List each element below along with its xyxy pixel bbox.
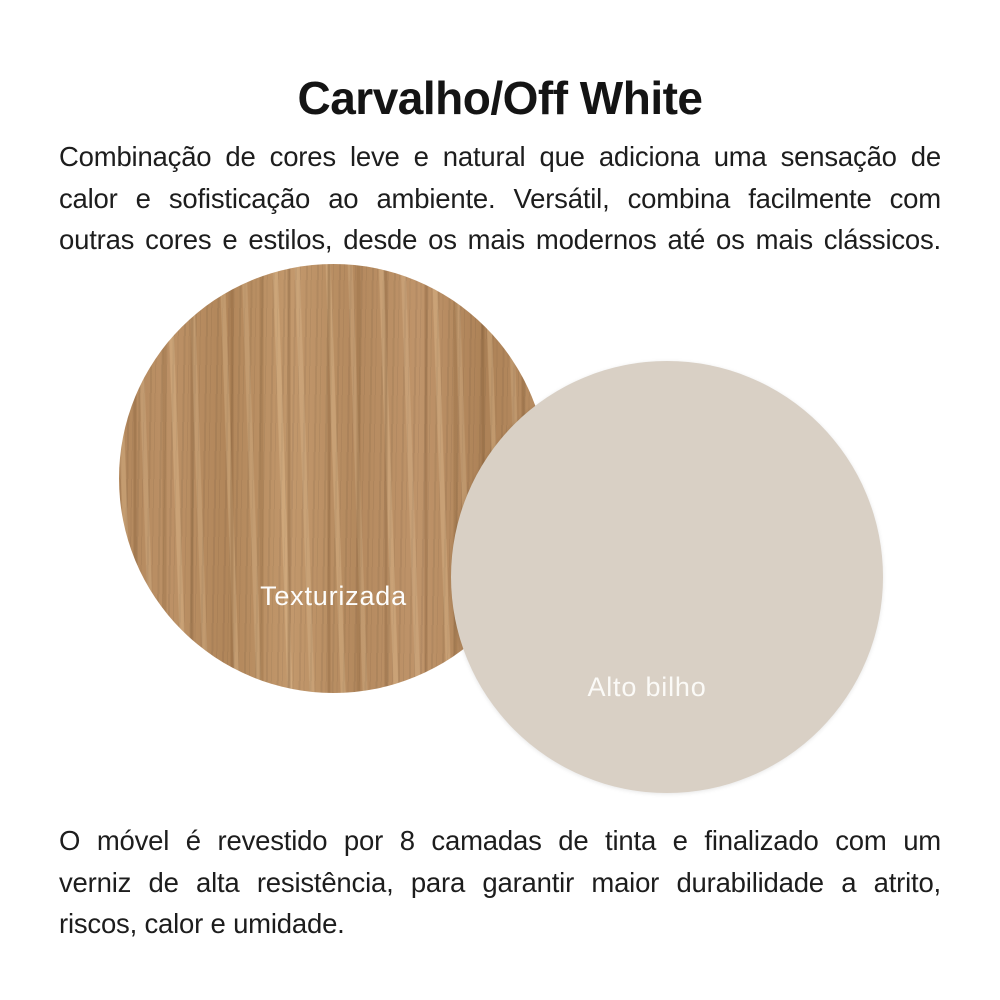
footer-line-2: verniz de alta resistência, para garantir maior durabilidade a atrito, <box>59 866 941 898</box>
intro-line-1: Combinação de cores leve e natural que adiciona uma sensação de <box>59 141 941 172</box>
offwhite-solid-swatch-circle <box>451 361 883 793</box>
footer-line-3: riscos, calor e umidade. <box>59 908 345 939</box>
offwhite-swatch-label: Alto bilho <box>587 672 707 702</box>
footer-paragraph <box>59 820 941 945</box>
page-title: Carvalho/Off White <box>297 72 703 124</box>
intro-paragraph <box>59 136 941 261</box>
intro-line-3: outras cores e estilos, desde os mais modernos até os mais clássicos. <box>59 224 941 255</box>
intro-line-2: calor e sofisticação ao ambiente. Versátil, combina facilmente com <box>59 182 941 214</box>
wood-swatch-label: Texturizada <box>260 581 407 611</box>
footer-line-1: O móvel é revestido por 8 camadas de tinta e finalizado com um <box>59 825 941 856</box>
